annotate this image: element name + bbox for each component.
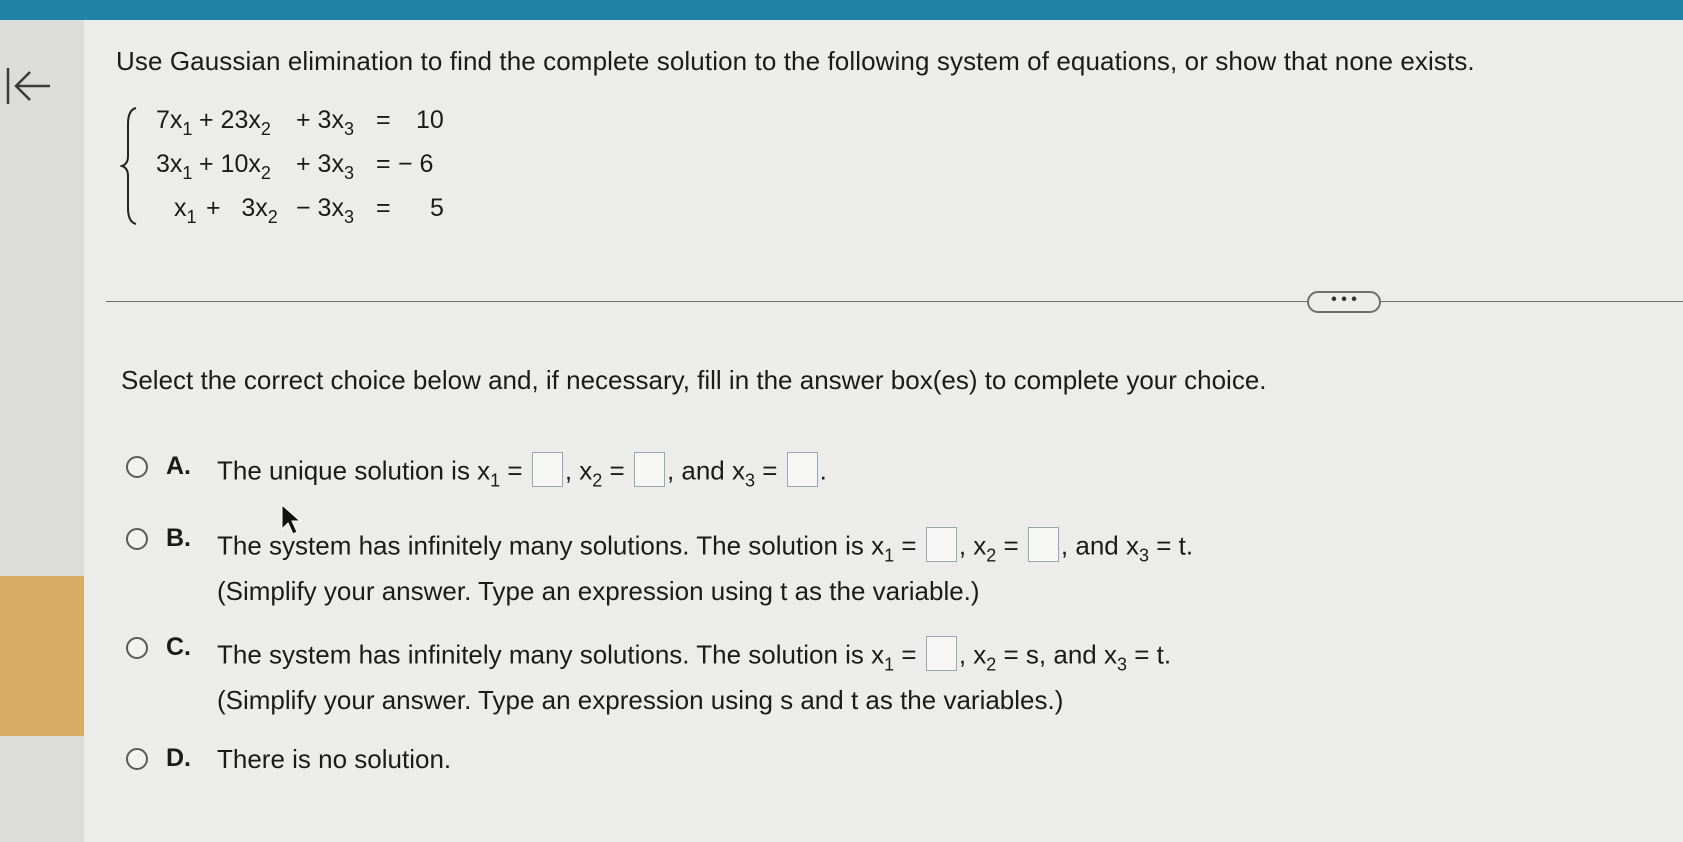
eq2-term2: + $10x_2$	[199, 150, 271, 183]
answer-box-a-x3[interactable]	[787, 452, 818, 487]
back-arrow-icon[interactable]	[4, 64, 54, 108]
choice-b-note: (Simplify your answer. Type an expression using t as the variable.)	[217, 576, 980, 606]
answer-box-a-x1[interactable]	[532, 452, 563, 487]
eq2-term3: + $3x_3$	[296, 150, 354, 183]
left-brace	[120, 104, 142, 228]
choice-d-text: There is no solution.	[217, 744, 452, 774]
eq3-term1: $x_1$	[174, 194, 197, 227]
left-strip	[0, 20, 84, 842]
eq1-term1: $7x_1$	[156, 106, 193, 139]
section-divider	[106, 301, 1683, 302]
eq1-rhs: 10	[416, 106, 444, 134]
eq3-term2: + $3x_2$	[199, 194, 278, 227]
equation-system	[120, 104, 460, 230]
choice-a-radio[interactable]	[126, 456, 148, 478]
choice-d-letter: D.	[166, 744, 191, 772]
eq1-term2: + $23x_2$	[199, 106, 271, 139]
choice-b-letter: B.	[166, 524, 191, 552]
eq1-equals: =	[376, 106, 391, 134]
instruction-text: Select the correct choice below and, if necessary, fill in the answer box(es) to complete your choice.	[121, 365, 1267, 395]
eq3-rhs: 5	[430, 194, 444, 222]
eq1-term3: + $3x_3$	[296, 106, 354, 139]
left-strip-accent	[0, 576, 84, 736]
answer-box-b-x2[interactable]	[1028, 527, 1059, 562]
choice-b-radio[interactable]	[126, 528, 148, 550]
more-options-button[interactable]: • • •	[1307, 291, 1381, 313]
choice-c-text: The system has infinitely many solutions. The solution is $x_1$ = , $x_2 = s$, and $x_3 = t$.	[217, 639, 1171, 674]
choice-d-radio[interactable]	[126, 748, 148, 770]
answer-box-a-x2[interactable]	[634, 452, 665, 487]
top-bar	[0, 0, 1683, 20]
mouse-cursor-icon	[280, 503, 308, 537]
choice-a-letter: A.	[166, 452, 191, 480]
eq2-term1: $3x_1$	[156, 150, 193, 183]
answer-box-c-x1[interactable]	[926, 636, 957, 671]
eq2-equals: =	[376, 150, 391, 178]
eq3-equals: =	[376, 194, 391, 222]
question-text: Use Gaussian elimination to find the complete solution to the following system of equations, or show that none exists.	[116, 46, 1475, 76]
eq3-term3: − $3x_3$	[296, 194, 354, 227]
choice-c-radio[interactable]	[126, 637, 148, 659]
choice-b-text: The system has infinitely many solutions. The solution is $x_1$ = , $x_2$ = , and $x_3 = t$.	[217, 530, 1193, 565]
choice-a-text: The unique solution is $x_1$ = , $x_2$ = , and $x_3$ = .	[217, 455, 827, 490]
choice-c-letter: C.	[166, 633, 191, 661]
answer-box-b-x1[interactable]	[926, 527, 957, 562]
choice-c-note: (Simplify your answer. Type an expression using s and t as the variables.)	[217, 685, 1064, 715]
eq2-rhs: − 6	[398, 150, 434, 178]
